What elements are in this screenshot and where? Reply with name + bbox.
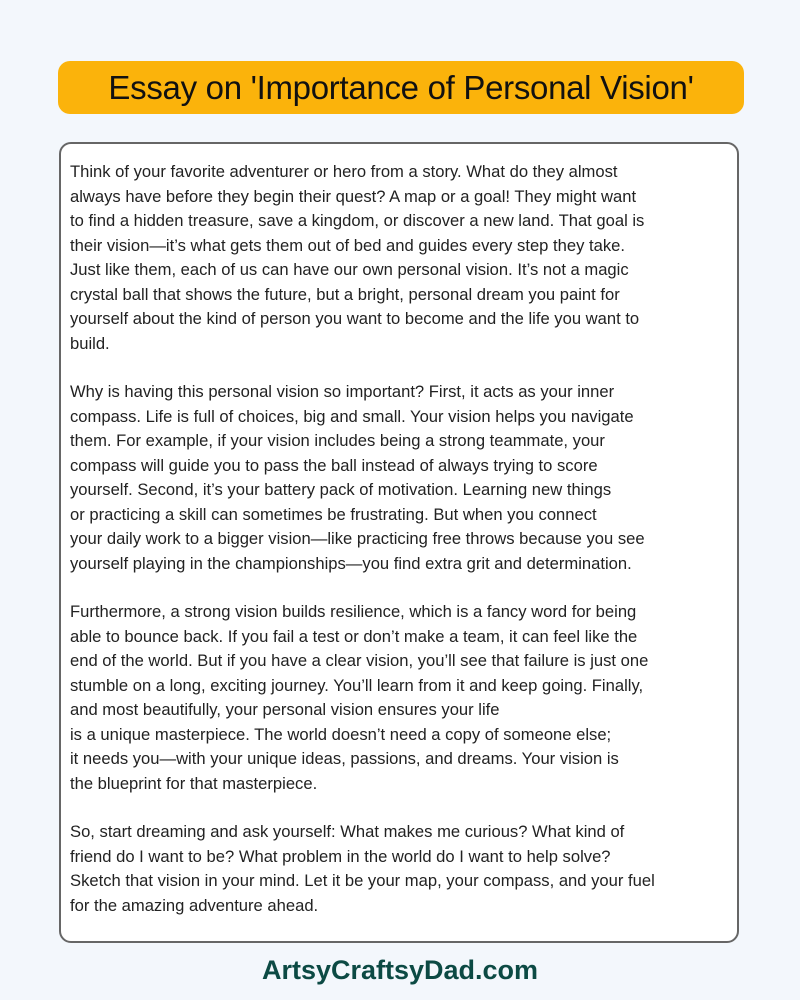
paragraph-line: compass. Life is full of choices, big and small. Your vision helps you navigate bbox=[70, 406, 634, 426]
paragraph-line: stumble on a long, exciting journey. You’ll learn from it and keep going. Finally, bbox=[70, 675, 644, 695]
paragraph-line: the blueprint for that masterpiece. bbox=[70, 773, 318, 793]
paragraph-line: is a unique masterpiece. The world doesn’t need a copy of someone else; bbox=[70, 724, 612, 744]
paragraph-line: yourself. Second, it’s your battery pack of motivation. Learning new things bbox=[70, 480, 612, 499]
essay-body bbox=[59, 142, 739, 943]
paragraph-line: friend do I want to be? What problem in the world do I want to help solve? bbox=[70, 846, 611, 866]
page-title: Essay on 'Importance of Personal Vision' bbox=[58, 61, 744, 114]
paragraph-line: always have before they begin their quest? A map or a goal! They might want bbox=[70, 186, 637, 206]
essay-paragraph bbox=[70, 600, 737, 796]
paragraph-line: able to bounce back. If you fail a test or don’t make a team, it can feel like the bbox=[70, 626, 638, 646]
essay-paragraph bbox=[70, 380, 737, 576]
paragraph-line: yourself about the kind of person you want to become and the life you want to bbox=[70, 309, 640, 328]
paragraph-line: yourself playing in the championships—you find extra grit and determination. bbox=[70, 553, 632, 573]
paragraph-line: or practicing a skill can sometimes be frustrating. But when you connect bbox=[70, 504, 597, 524]
paragraph-line: and most beautifully, your personal vision ensures your life bbox=[70, 700, 500, 719]
paragraph-line: Think of your favorite adventurer or hero from a story. What do they almost bbox=[70, 162, 618, 181]
paragraph-line: your daily work to a bigger vision—like practicing free throws because you see bbox=[70, 529, 645, 548]
essay-paragraph bbox=[70, 160, 737, 356]
paragraph-line: Why is having this personal vision so important? First, it acts as your inner bbox=[70, 382, 615, 401]
paragraph-line: end of the world. But if you have a clear vision, you’ll see that failure is just one bbox=[70, 651, 649, 670]
paragraph-line: compass will guide you to pass the ball instead of always trying to score bbox=[70, 455, 598, 475]
paragraph-line: to find a hidden treasure, save a kingdom, or discover a new land. That goal is bbox=[70, 211, 645, 230]
paragraph-line: Furthermore, a strong vision builds resilience, which is a fancy word for being bbox=[70, 602, 637, 621]
paragraph-line: crystal ball that shows the future, but a bright, personal dream you paint for bbox=[70, 284, 620, 304]
paragraph-line: for the amazing adventure ahead. bbox=[70, 895, 319, 915]
paragraph-line: Sketch that vision in your mind. Let it be your map, your compass, and your fuel bbox=[70, 871, 655, 890]
paragraph-line: their vision—it’s what gets them out of bed and guides every step they take. bbox=[70, 235, 625, 255]
paragraph-line: build. bbox=[70, 333, 110, 353]
paragraph-line: it needs you—with your unique ideas, passions, and dreams. Your vision is bbox=[70, 749, 619, 768]
paragraph-line: So, start dreaming and ask yourself: What makes me curious? What kind of bbox=[70, 822, 625, 841]
essay-paragraph bbox=[70, 820, 737, 918]
paragraph-line: them. For example, if your vision includes being a strong teammate, your bbox=[70, 431, 605, 450]
paragraph-line: Just like them, each of us can have our own personal vision. It’s not a magic bbox=[70, 260, 629, 279]
footer-site-name: ArtsyCraftsyDad.com bbox=[261, 955, 539, 985]
